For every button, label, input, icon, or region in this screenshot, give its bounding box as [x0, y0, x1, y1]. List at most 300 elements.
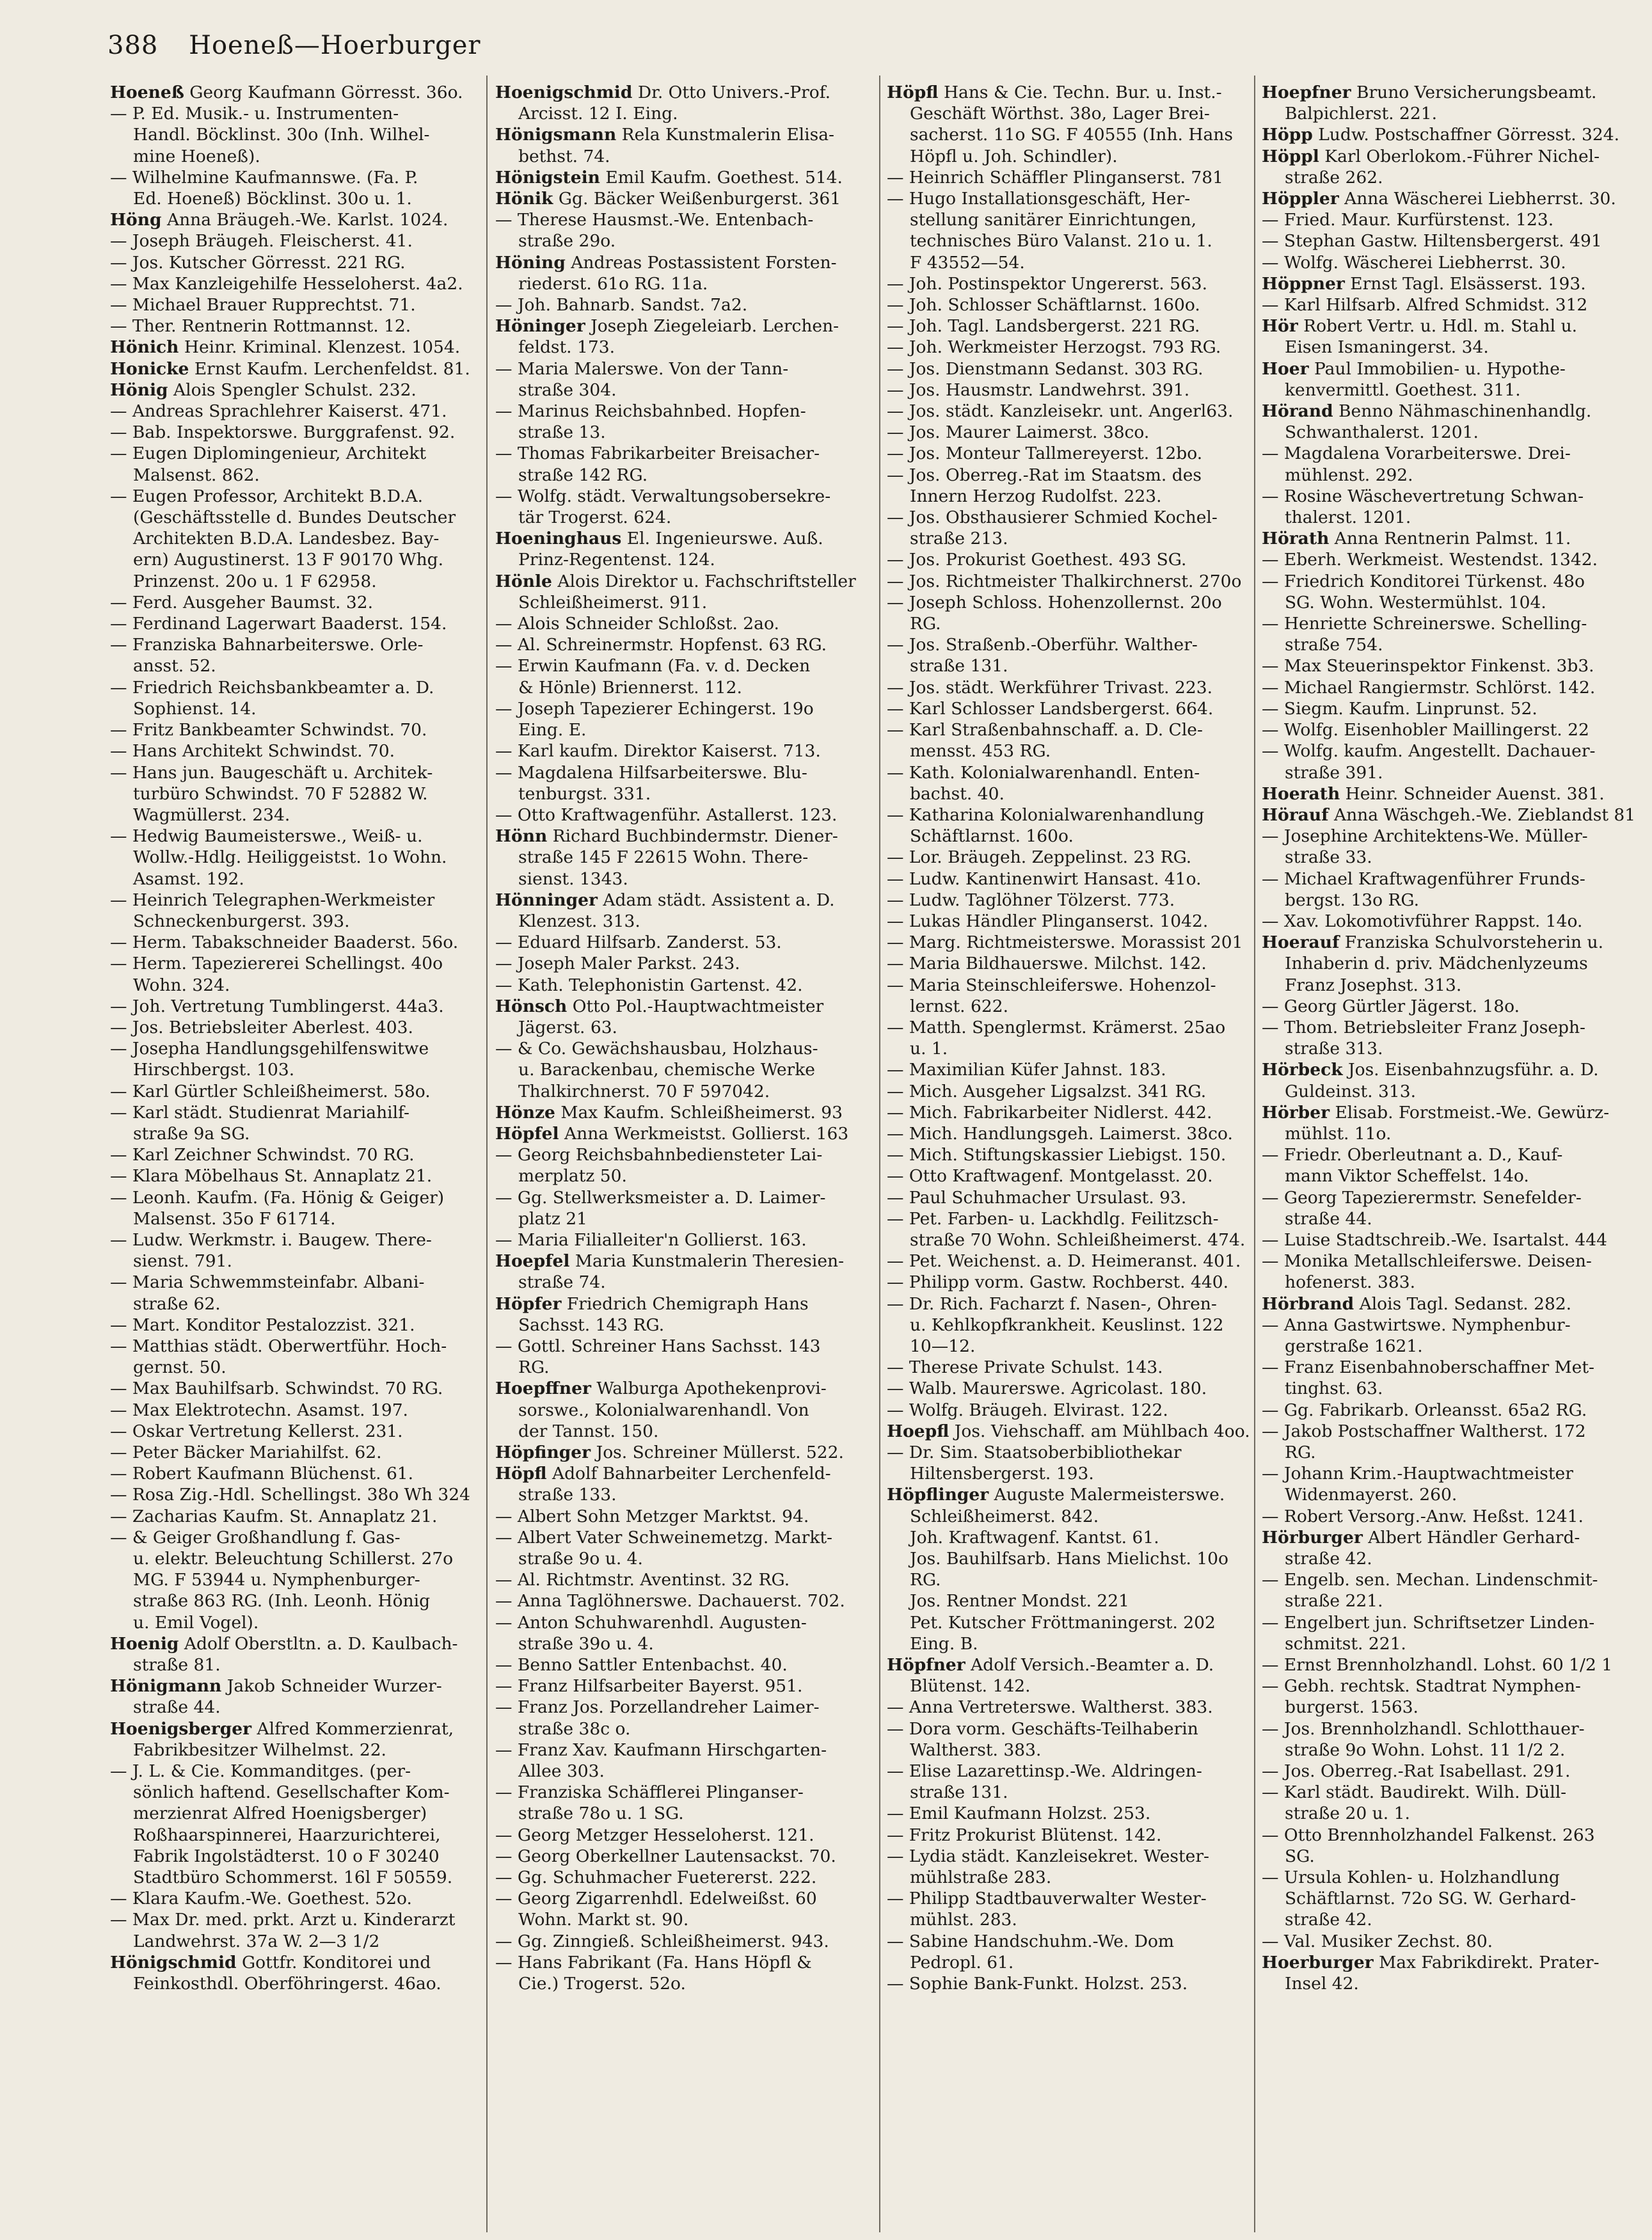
directory-entry-line: — Karl Gürtler Schleißheimerst. 58o.	[110, 1081, 431, 1101]
directory-entry-line: straße 42.	[1285, 1910, 1372, 1930]
directory-entry-line: straße 391.	[1285, 762, 1383, 783]
surname-headword: Hoerauf	[1262, 932, 1340, 953]
directory-entry-line: Höppl Karl Oberlokom.-Führer Nichel-	[1262, 146, 1600, 166]
directory-entry-line: Honicke Ernst Kaufm. Lerchenfeldst. 81.	[110, 358, 470, 379]
directory-entry-line: — Philipp vorm. Gastw. Rochberst. 440.	[887, 1272, 1228, 1293]
directory-entry-line: sacherst. 11o SG. F 40555 (Inh. Hans	[910, 125, 1233, 145]
directory-entry-line: straße 145 F 22615 Wohn. There-	[518, 847, 809, 868]
directory-entry-line: — Karl städt. Baudirekt. Wilh. Düll-	[1262, 1782, 1567, 1803]
directory-entry-line: mühlst. 283.	[910, 1910, 1017, 1930]
directory-entry-line: — Joh. Bahnarb. Sandst. 7a2.	[495, 295, 748, 316]
directory-entry-line: — Eberh. Werkmeist. Westendst. 1342.	[1262, 550, 1598, 570]
directory-entry-line: — Gg. Fabrikarb. Orleansst. 65a2 RG.	[1262, 1400, 1587, 1420]
surname-headword: Hörand	[1262, 401, 1333, 422]
directory-entry-line: Hönik Gg. Bäcker Weißenburgerst. 361	[495, 189, 841, 209]
directory-entry-line: — Ludw. Taglöhner Tölzerst. 773.	[887, 890, 1175, 910]
directory-entry-line: — Sophie Bank-Funkt. Holzst. 253.	[887, 1974, 1188, 1994]
directory-entry-line: technisches Büro Valanst. 21o u. 1.	[910, 231, 1212, 252]
directory-entry-line: — Johann Krim.-Hauptwachtmeister	[1262, 1464, 1573, 1484]
directory-entry-line: straße 9o Wohn. Lohst. 11 1/2 2.	[1285, 1740, 1566, 1760]
directory-entry-line: sienst. 1343.	[518, 868, 628, 889]
column-divider	[486, 76, 488, 2232]
directory-entry-line: Guldeinst. 313.	[1285, 1081, 1416, 1101]
directory-entry-line: — Georg Metzger Hesseloherst. 121.	[495, 1825, 814, 1845]
directory-entry-line: Jos. Bauhilfsarb. Hans Mielichst. 10o	[910, 1549, 1228, 1569]
directory-entry-line: Hönich Heinr. Kriminal. Klenzest. 1054.	[110, 337, 461, 358]
directory-entry-line: straße 262.	[1285, 167, 1383, 188]
surname-headword: Hönsch	[495, 996, 568, 1016]
directory-entry-line: Schäftlarnst. 160o.	[910, 826, 1074, 847]
directory-entry-line: Sophienst. 14.	[133, 698, 257, 719]
running-heading: Hoeneß—Hoerburger	[189, 31, 481, 60]
directory-entry-line: thalerst. 1201.	[1285, 508, 1411, 528]
surname-headword: Hoepfl	[887, 1421, 949, 1441]
directory-entry-line: der Tannst. 150.	[518, 1421, 659, 1441]
directory-entry-line: straße 133.	[518, 1485, 617, 1505]
directory-entry-line: — Walb. Maurerswe. Agricolast. 180.	[887, 1379, 1207, 1399]
directory-entry-line: — Kath. Kolonialwarenhandl. Enten-	[887, 762, 1200, 783]
directory-entry-line: bethst. 74.	[518, 146, 610, 166]
directory-entry-line: mühlenst. 292.	[1285, 465, 1413, 485]
surname-headword: Hoenigschmid	[495, 83, 633, 102]
directory-entry-line: — Val. Musiker Zechst. 80.	[1262, 1931, 1493, 1951]
directory-entry-line: Hörber Elisab. Forstmeist.-We. Gewürz-	[1262, 1102, 1610, 1123]
directory-entry-line: tinghst. 63.	[1285, 1379, 1383, 1399]
directory-entry-line: — Pet. Farben- u. Lackhdlg. Feilitzsch-	[887, 1208, 1219, 1229]
directory-entry-line: — Mich. Stiftungskassier Liebigst. 150.	[887, 1145, 1227, 1165]
directory-entry-line: 10—12.	[910, 1336, 976, 1356]
directory-entry-line: Hörbrand Alois Tagl. Sedanst. 282.	[1262, 1293, 1572, 1314]
directory-entry-line: — Heinrich Schäffler Plinganserst. 781	[887, 167, 1223, 188]
directory-entry-line: — Gg. Zinngieß. Schleißheimerst. 943.	[495, 1931, 829, 1951]
directory-entry-line: — J. L. & Cie. Kommanditges. (per-	[110, 1761, 411, 1782]
directory-entry-line: straße 62.	[133, 1293, 221, 1314]
directory-entry-line: feldst. 173.	[518, 337, 616, 358]
directory-entry-line: Hönigmann Jakob Schneider Wurzer-	[110, 1676, 442, 1697]
directory-entry-line: straße 863 RG. (Inh. Leonh. Hönig	[133, 1591, 431, 1612]
directory-entry-line: Höpfl u. Joh. Schindler).	[910, 146, 1118, 166]
directory-entry-line: Pet. Kutscher Fröttmaningerst. 202	[910, 1612, 1216, 1633]
directory-entry-line: Hoenigsberger Alfred Kommerzienrat,	[110, 1718, 454, 1739]
directory-entry-line: Roßhaarspinnerei, Haarzurichterei,	[133, 1825, 441, 1845]
directory-entry-line: — Ludw. Werkmstr. i. Baugew. There-	[110, 1229, 432, 1250]
directory-entry-line: — Ther. Rentnerin Rottmannst. 12.	[110, 316, 411, 337]
directory-entry-line: — Hans jun. Baugeschäft u. Architek-	[110, 762, 433, 783]
directory-entry-line: — Jos. Betriebsleiter Aberlest. 403.	[110, 1017, 413, 1037]
directory-entry-line: Blütenst. 142.	[910, 1676, 1031, 1697]
directory-entry-line: — Bab. Inspektorswe. Burggrafenst. 92.	[110, 422, 456, 443]
directory-entry-line: — Hugo Installationsgeschäft, Her-	[887, 189, 1191, 209]
directory-entry-line: — Josephine Architektens-We. Müller-	[1262, 826, 1588, 847]
directory-entry-line: ern) Augustinerst. 13 F 90170 Whg.	[133, 550, 444, 570]
directory-entry-line: mensst. 453 RG.	[910, 741, 1051, 762]
directory-entry-line: — Lukas Händler Plinganserst. 1042.	[887, 911, 1209, 931]
directory-entry-line: — Klara Möbelhaus St. Annaplatz 21.	[110, 1166, 433, 1187]
directory-entry-line: straße 39o u. 4.	[518, 1633, 654, 1654]
directory-entry-line: — Jos. Richtmeister Thalkirchnerst. 270o	[887, 571, 1242, 591]
directory-entry-line: RG.	[910, 614, 941, 634]
directory-entry-line: stellung sanitärer Einrichtungen,	[910, 210, 1197, 230]
directory-entry-line: — Georg Tapezierermstr. Senefelder-	[1262, 1187, 1582, 1208]
directory-entry-line: — Wilhelmine Kaufmannswe. (Fa. P.	[110, 167, 418, 188]
surname-headword: Höpflinger	[887, 1485, 989, 1505]
directory-entry-line: — Rosa Zig.-Hdl. Schellingst. 38o Wh 324	[110, 1485, 470, 1505]
directory-entry-line: — Joseph Bräugeh. Fleischerst. 41.	[110, 231, 413, 252]
directory-entry-line: Hörbeck Jos. Eisenbahnzugsführ. a. D.	[1262, 1060, 1599, 1080]
directory-entry-line: — Wolfg. Eisenhobler Maillingerst. 22	[1262, 720, 1589, 740]
directory-entry-line: Höpfinger Jos. Schreiner Müllerst. 522.	[495, 1443, 844, 1462]
directory-entry-line: — Gg. Schuhmacher Fuetererst. 222.	[495, 1868, 817, 1888]
directory-entry-line: — Franz Eisenbahnoberschaffner Met-	[1262, 1357, 1594, 1378]
directory-entry-line: — Michael Kraftwagenführer Frunds-	[1262, 868, 1585, 889]
directory-entry-line: tenburgst. 331.	[518, 783, 651, 804]
directory-entry-line: Hörauf Anna Wäschgeh.-We. Zieblandst 81	[1262, 804, 1635, 825]
directory-entry-line: — Jos. städt. Werkführer Trivast. 223.	[887, 677, 1213, 698]
directory-entry-line: MG. F 53944 u. Nymphenburger-	[133, 1570, 420, 1590]
directory-entry-line: — Franziska Schäfflerei Plinganser-	[495, 1782, 804, 1803]
directory-entry-line: — Ferdinand Lagerwart Baaderst. 154.	[110, 614, 447, 634]
directory-entry-line: — Leonh. Kaufm. (Fa. Hönig & Geiger)	[110, 1187, 445, 1208]
surname-headword: Hoenig	[110, 1633, 179, 1654]
directory-entry-line: — Robert Versorg.-Anw. Heßst. 1241.	[1262, 1506, 1584, 1526]
directory-entry-line: Prinzenst. 20o u. 1 F 62958.	[133, 571, 377, 591]
directory-entry-line: Inhaberin d. priv. Mädchenlyzeums	[1285, 954, 1588, 974]
directory-entry-line: — Jos. Dienstmann Sedanst. 303 RG.	[887, 358, 1203, 379]
surname-headword: Höng	[110, 210, 162, 230]
directory-entry-line: — Karl kaufm. Direktor Kaiserst. 713.	[495, 741, 821, 762]
surname-headword: Höpfel	[495, 1123, 559, 1144]
directory-entry-line: — Maria Malerswe. Von der Tann-	[495, 358, 789, 379]
directory-entry-line: — Andreas Sprachlehrer Kaiserst. 471.	[110, 401, 447, 422]
directory-entry-line: — Franz Jos. Porzellandreher Laimer-	[495, 1697, 820, 1718]
directory-entry-line: — Al. Richtmstr. Aventinst. 32 RG.	[495, 1570, 790, 1590]
directory-entry-line: Hönle Alois Direktor u. Fachschriftsteller	[495, 571, 856, 591]
directory-entry-line: burgerst. 1563.	[1285, 1697, 1418, 1718]
surname-headword: Höppl	[1262, 146, 1319, 166]
directory-entry-line: u. Kehlkopfkrankheit. Keuslinst. 122	[910, 1315, 1224, 1335]
directory-entry-line: straße 20 u. 1.	[1285, 1804, 1410, 1824]
directory-entry-line: — P. Ed. Musik.- u. Instrumenten-	[110, 104, 399, 124]
directory-entry-line: (Geschäftsstelle d. Bundes Deutscher	[133, 508, 456, 528]
directory-entry-line: lernst. 622.	[910, 996, 1008, 1016]
surname-headword: Hoer	[1262, 358, 1309, 379]
directory-entry-line: Wohn. Markt st. 90.	[518, 1910, 689, 1930]
directory-entry-line: — Peter Bäcker Mariahilfst. 62.	[110, 1443, 382, 1462]
directory-entry-line: turbüro Schwindst. 70 F 52882 W.	[133, 783, 428, 804]
directory-entry-line: — Jos. Monteur Tallmereyerst. 12bo.	[887, 444, 1203, 464]
surname-headword: Hoeneß	[110, 83, 184, 102]
directory-entry-line: — Jakob Postschaffner Waltherst. 172	[1262, 1421, 1586, 1441]
directory-entry-line: — Joh. Werkmeister Herzogst. 793 RG.	[887, 337, 1221, 358]
surname-headword: Hönze	[495, 1102, 555, 1123]
directory-entry-line: Asamst. 192.	[133, 868, 244, 889]
directory-entry-line: Höppler Anna Wäscherei Liebherrst. 30.	[1262, 189, 1616, 209]
directory-entry-line: — Wolfg. städt. Verwaltungsobersekre-	[495, 486, 831, 506]
directory-entry-line: straße 142 RG.	[518, 465, 648, 485]
directory-entry-line: straße 74.	[518, 1272, 606, 1293]
directory-entry-line: — Friedr. Oberleutnant a. D., Kauf-	[1262, 1145, 1563, 1165]
directory-entry-line: Höpfer Friedrich Chemigraph Hans	[495, 1293, 809, 1314]
directory-entry-line: — Otto Kraftwagenführ. Astallerst. 123.	[495, 804, 838, 825]
directory-entry-line: SG.	[1285, 1846, 1315, 1866]
surname-headword: Hönigstein	[495, 167, 600, 188]
directory-entry-line: — Karl Schlosser Landsbergerst. 664.	[887, 698, 1214, 719]
directory-entry-line: — Anna Gastwirtswe. Nymphenbur-	[1262, 1315, 1571, 1335]
directory-entry-line: u. elektr. Beleuchtung Schillerst. 27o	[133, 1549, 454, 1569]
surname-headword: Hönigmann	[110, 1676, 222, 1697]
surname-headword: Hoerath	[1262, 783, 1340, 804]
directory-entry-line: — Klara Kaufm.-We. Goethest. 52o.	[110, 1889, 412, 1909]
directory-entry-line: — Stephan Gastw. Hiltensbergerst. 491	[1262, 231, 1602, 252]
directory-entry-line: — Robert Kaufmann Blüchenst. 61.	[110, 1464, 414, 1484]
directory-entry-line: Hoepfner Bruno Versicherungsbeamt.	[1262, 83, 1597, 102]
directory-entry-line: — Gg. Stellwerksmeister a. D. Laimer-	[495, 1187, 826, 1208]
surname-headword: Hönninger	[495, 890, 598, 910]
surname-headword: Hoenigsberger	[110, 1718, 252, 1739]
directory-entry-line: Fabrik Ingolstädterst. 10 o F 30240	[133, 1846, 440, 1866]
directory-entry-line: — Sabine Handschuhm.-We. Dom	[887, 1931, 1175, 1951]
directory-entry-line: — Wolfg. kaufm. Angestellt. Dachauer-	[1262, 741, 1596, 762]
directory-entry-line: Hoerath Heinr. Schneider Auenst. 381.	[1262, 783, 1605, 804]
directory-entry-line: platz 21	[518, 1208, 587, 1229]
directory-entry-line: gerstraße 1621.	[1285, 1336, 1423, 1356]
directory-entry-line: — Jos. Straßenb.-Oberführ. Walther-	[887, 635, 1198, 655]
directory-entry-line: straße 78o u. 1 SG.	[518, 1804, 684, 1824]
directory-entry-line: — Al. Schreinermstr. Hopfenst. 63 RG.	[495, 635, 827, 655]
directory-entry-line: — Xav. Lokomotivführer Rappst. 14o.	[1262, 911, 1583, 931]
directory-entry-line: — Heinrich Telegraphen-Werkmeister	[110, 890, 435, 910]
directory-entry-line: straße 33.	[1285, 847, 1372, 868]
directory-entry-line: — Maria Filialleiter'n Gollierst. 163.	[495, 1229, 807, 1250]
directory-entry-line: Höpfel Anna Werkmeistst. Gollierst. 163	[495, 1123, 849, 1144]
directory-entry-line: — Elise Lazarettinsp.-We. Aldringen-	[887, 1761, 1202, 1782]
directory-entry-line: — Jos. Prokurist Goethest. 493 SG.	[887, 550, 1187, 570]
surname-headword: Höpfer	[495, 1293, 562, 1314]
directory-entry-line: & Hönle) Briennerst. 112.	[518, 677, 742, 698]
directory-entry-line: straße 38c o.	[518, 1718, 631, 1739]
directory-entry-line: — Siegm. Kaufm. Linprunst. 52.	[1262, 698, 1537, 719]
directory-entry-line: Waltherst. 383.	[910, 1740, 1042, 1760]
directory-entry-line: Schleißheimerst. 842.	[910, 1506, 1099, 1526]
directory-entry-line: Höppner Ernst Tagl. Elsässerst. 193.	[1262, 273, 1586, 294]
directory-entry-line: Hoeneß Georg Kaufmann Görresst. 36o.	[110, 83, 463, 102]
directory-entry-line: Pedropl. 61.	[910, 1952, 1014, 1972]
directory-entry-line: Höpp Ludw. Postschaffner Görresst. 324.	[1262, 125, 1619, 145]
directory-entry-line: — Jos. Obsthausierer Schmied Kochel-	[887, 508, 1218, 528]
directory-entry-line: — Maria Schwemmsteinfabr. Albani-	[110, 1272, 425, 1293]
directory-entry-line: — Kath. Telephonistin Gartenst. 42.	[495, 975, 803, 995]
directory-entry-line: Allee 303.	[518, 1761, 605, 1782]
directory-entry-line: — Joh. Vertretung Tumblingerst. 44a3.	[110, 996, 444, 1016]
directory-entry-line: straße 221.	[1285, 1591, 1383, 1612]
directory-entry-line: Widenmayerst. 260.	[1285, 1485, 1457, 1505]
directory-entry-line: straße 313.	[1285, 1039, 1383, 1059]
directory-entry-line: — Matthias städt. Oberwertführ. Hoch-	[110, 1336, 447, 1356]
directory-entry-line: — Franz Xav. Kaufmann Hirschgarten-	[495, 1740, 827, 1760]
surname-headword: Höppler	[1262, 189, 1339, 209]
directory-entry-line: Hoerburger Max Fabrikdirekt. Prater-	[1262, 1952, 1600, 1972]
surname-headword: Hörbrand	[1262, 1293, 1354, 1314]
directory-entry-line: — Oskar Vertretung Kellerst. 231.	[110, 1421, 403, 1441]
directory-entry-line: — Dr. Rich. Facharzt f. Nasen-, Ohren-	[887, 1293, 1217, 1314]
directory-entry-line: Hönigsmann Rela Kunstmalerin Elisa-	[495, 125, 834, 145]
directory-entry-line: straße 29o.	[518, 231, 616, 252]
directory-entry-line: — Mich. Handlungsgeh. Laimerst. 38co.	[887, 1123, 1233, 1144]
directory-entry-line: Ed. Hoeneß) Böcklinst. 30o u. 1.	[133, 189, 412, 209]
directory-entry-line: — Friedrich Reichsbankbeamter a. D.	[110, 677, 434, 698]
surname-headword: Höppner	[1262, 273, 1345, 294]
directory-entry-line: — Anton Schuhwarenhdl. Augusten-	[495, 1612, 807, 1633]
surname-headword: Hoepfel	[495, 1251, 570, 1272]
directory-entry-line: Thalkirchnerst. 70 F 597042.	[518, 1081, 770, 1101]
directory-entry-line: — Katharina Kolonialwarenhandlung	[887, 804, 1205, 825]
directory-entry-line: Höning Andreas Postassistent Forsten-	[495, 252, 837, 273]
directory-entry-line: Schleißheimerst. 911.	[518, 592, 708, 612]
directory-entry-line: — Max Steuerinspektor Finkenst. 3b3.	[1262, 656, 1594, 676]
directory-entry-line: — Franz Hilfsarbeiter Bayerst. 951.	[495, 1676, 803, 1697]
surname-headword: Hoeninghaus	[495, 529, 622, 549]
surname-headword: Hoepffner	[495, 1379, 591, 1399]
directory-entry-line: Wagmüllerst. 234.	[133, 804, 290, 825]
directory-entry-line: RG.	[1285, 1443, 1316, 1462]
directory-entry-line: — Albert Sohn Metzger Marktst. 94.	[495, 1506, 809, 1526]
surname-headword: Hönigschmid	[110, 1952, 237, 1972]
column-3	[884, 82, 1260, 1994]
surname-headword: Hönich	[110, 337, 179, 358]
directory-entry-line: — Michael Brauer Rupprechtst. 71.	[110, 295, 416, 316]
directory-entry-line: — Eugen Diplomingenieur, Architekt	[110, 444, 427, 464]
directory-entry-line: RG.	[910, 1570, 941, 1590]
directory-entry-line: — Wolfg. Bräugeh. Elvirast. 122.	[887, 1400, 1168, 1420]
directory-entry-line: — Hans Fabrikant (Fa. Hans Höpfl &	[495, 1952, 812, 1972]
directory-entry-line: Hönsch Otto Pol.-Hauptwachtmeister	[495, 996, 824, 1016]
directory-entry-line: Hoeninghaus El. Ingenieurswe. Auß.	[495, 529, 823, 549]
directory-entry-line: tär Trogerst. 624.	[518, 508, 672, 528]
directory-entry-line: — Herm. Tabakschneider Baaderst. 56o.	[110, 932, 459, 953]
directory-entry-line: straße 70 Wohn. Schleißheimerst. 474.	[910, 1229, 1246, 1250]
directory-entry-line: — Dr. Sim. Staatsoberbibliothekar	[887, 1443, 1182, 1462]
directory-entry-line: — Hedwig Baumeisterswe., Weiß- u.	[110, 826, 423, 847]
directory-entry-line: — Matth. Spenglermst. Krämerst. 25ao	[887, 1017, 1226, 1037]
directory-entry-line: — Fritz Prokurist Blütenst. 142.	[887, 1825, 1162, 1845]
directory-entry-line: Jos. Rentner Mondst. 221	[910, 1591, 1130, 1612]
directory-entry-line: — Therese Hausmst.-We. Entenbach-	[495, 210, 814, 230]
directory-entry-line: — Maximilian Küfer Jahnst. 183.	[887, 1060, 1166, 1080]
directory-entry-line: Höninger Joseph Ziegeleiarb. Lerchen-	[495, 316, 839, 337]
directory-entry-line: — Dora vorm. Geschäfts-Teilhaberin	[887, 1718, 1198, 1739]
directory-entry-line: — Magdalena Hilfsarbeiterswe. Blu-	[495, 762, 807, 783]
directory-entry-line: Höpfl Adolf Bahnarbeiter Lerchenfeld-	[495, 1464, 831, 1484]
directory-entry-line: — Henriette Schreinerswe. Schelling-	[1262, 614, 1587, 634]
surname-headword: Höpfl	[887, 83, 939, 102]
surname-headword: Hörber	[1262, 1102, 1330, 1123]
directory-entry-line: — Herm. Tapeziererei Schellingst. 40o	[110, 954, 443, 974]
directory-entry-line: — Josepha Handlungsgehilfenswitwe	[110, 1039, 429, 1059]
directory-entry-line: — Max Dr. med. prkt. Arzt u. Kinderarzt	[110, 1910, 456, 1930]
directory-entry-line: — Max Kanzleigehilfe Hesseloherst. 4a2.	[110, 273, 463, 294]
directory-entry-line: Hörand Benno Nähmaschinenhandlg.	[1262, 401, 1592, 422]
directory-entry-line: — Karl Hilfsarb. Alfred Schmidst. 312	[1262, 295, 1588, 316]
directory-entry-line: — Zacharias Kaufm. St. Annaplatz 21.	[110, 1506, 438, 1526]
directory-entry-line: Hoer Paul Immobilien- u. Hypothe-	[1262, 358, 1566, 379]
directory-entry-line: Stadtbüro Schommerst. 16l F 50559.	[133, 1868, 453, 1888]
directory-entry-line: mühlstraße 283.	[910, 1868, 1052, 1888]
directory-entry-line: — Michael Rangiermstr. Schlörst. 142.	[1262, 677, 1596, 698]
surname-headword: Hoepfner	[1262, 83, 1351, 102]
directory-entry-line: u. 1.	[910, 1039, 948, 1059]
surname-headword: Hoerburger	[1262, 1952, 1374, 1972]
directory-entry-line: — Franziska Bahnarbeiterswe. Orle-	[110, 635, 424, 655]
page-number: 388	[107, 31, 159, 60]
directory-entry-line: — & Co. Gewächshausbau, Holzhaus-	[495, 1039, 818, 1059]
directory-entry-line: — Wolfg. Wäscherei Liebherrst. 30.	[1262, 252, 1566, 273]
directory-entry-line: straße 44.	[1285, 1208, 1372, 1229]
directory-entry-line: — Jos. Brennholzhandl. Schlotthauer-	[1262, 1718, 1585, 1739]
directory-entry-line: bergst. 13o RG.	[1285, 890, 1420, 910]
directory-entry-line: — Ferd. Ausgeher Baumst. 32.	[110, 592, 374, 612]
directory-entry-line: — Gottl. Schreiner Hans Sachsst. 143	[495, 1336, 821, 1356]
directory-entry-line: — Mart. Konditor Pestalozzist. 321.	[110, 1315, 415, 1335]
directory-entry-line: — Paul Schuhmacher Ursulast. 93.	[887, 1187, 1187, 1208]
directory-entry-line: — Ernst Brennholzhandl. Lohst. 60 1/2 1	[1262, 1655, 1613, 1676]
directory-entry-line: — Max Elektrotechn. Asamst. 197.	[110, 1400, 408, 1420]
directory-entry-line: sönlich haftend. Gesellschafter Kom-	[133, 1782, 450, 1803]
column-divider	[879, 76, 880, 2232]
directory-entry-line: straße 131.	[910, 1782, 1008, 1803]
directory-entry-line: Hirschbergst. 103.	[133, 1060, 295, 1080]
directory-entry-line: — Anna Taglöhnerswe. Dachauerst. 702.	[495, 1591, 845, 1612]
directory-entry-line: — Jos. städt. Kanzleisekr. unt. Angerl63.	[887, 401, 1234, 422]
directory-entry-line: Geschäft Wörthst. 38o, Lager Brei-	[910, 104, 1210, 124]
directory-entry-line: Wollw.-Hdlg. Heiliggeistst. 1o Wohn.	[133, 847, 447, 868]
directory-entry-line: straße 304.	[518, 380, 617, 400]
directory-entry-line: — Georg Oberkellner Lautensackst. 70.	[495, 1846, 836, 1866]
directory-entry-line: Hoenigschmid Dr. Otto Univers.-Prof.	[495, 83, 830, 102]
directory-entry-line: Höpfner Adolf Versich.-Beamter a. D.	[887, 1655, 1214, 1676]
directory-entry-line: — Jos. Oberreg.-Rat Isabellast. 291.	[1262, 1761, 1571, 1782]
directory-entry-line: Hoepfl Jos. Viehschaff. am Mühlbach 4oo.	[887, 1421, 1250, 1441]
directory-entry-line: — Fritz Bankbeamter Schwindst. 70.	[110, 720, 427, 740]
directory-entry-line: — Luise Stadtschreib.-We. Isartalst. 444	[1262, 1229, 1607, 1250]
surname-headword: Hönn	[495, 826, 548, 847]
directory-entry-line: — Joh. Tagl. Landsbergerst. 221 RG.	[887, 316, 1200, 337]
directory-entry-line: — Mich. Fabrikarbeiter Nidlerst. 442.	[887, 1102, 1212, 1123]
directory-entry-line: — Rosine Wäschevertretung Schwan-	[1262, 486, 1584, 506]
directory-entry-line: merzienrat Alfred Hoenigsberger)	[133, 1804, 427, 1824]
directory-entry-line: — & Geiger Großhandlung f. Gas-	[110, 1527, 401, 1548]
directory-entry-line: Insel 42.	[1285, 1974, 1359, 1994]
directory-entry-line: Hönig Alois Spengler Schulst. 232.	[110, 380, 417, 400]
directory-entry-line: sorswe., Kolonialwarenhandl. Von	[518, 1400, 809, 1420]
directory-entry-line: Eisen Ismaningerst. 34.	[1285, 337, 1489, 358]
directory-entry-line: — Karl Zeichner Schwindst. 70 RG.	[110, 1145, 415, 1165]
directory-entry-line: — Georg Zigarrenhdl. Edelweißst. 60	[495, 1889, 817, 1909]
directory-entry-line: — Monika Metallschleiferswe. Deisen-	[1262, 1251, 1592, 1272]
directory-entry-line: Arcisst. 12 I. Eing.	[518, 104, 678, 124]
directory-entry-line: straße 81.	[133, 1655, 221, 1676]
directory-entry-line: sienst. 791.	[133, 1251, 232, 1272]
directory-entry-line: Hönze Max Kaufm. Schleißheimerst. 93	[495, 1102, 843, 1123]
directory-entry-line: Innern Herzog Rudolfst. 223.	[910, 486, 1162, 506]
directory-entry-line: u. Barackenbau, chemische Werke	[518, 1060, 815, 1080]
column-1	[107, 82, 484, 1994]
page-header	[107, 31, 481, 60]
surname-headword: Hönle	[495, 571, 552, 591]
directory-entry-line: Hiltensbergerst. 193.	[910, 1464, 1094, 1484]
directory-entry-line: Jägerst. 63.	[518, 1017, 617, 1037]
directory-entry-line: — Joh. Postinspektor Ungererst. 563.	[887, 273, 1208, 294]
directory-entry-line: Hör Robert Vertr. u. Hdl. m. Stahl u.	[1262, 316, 1578, 337]
